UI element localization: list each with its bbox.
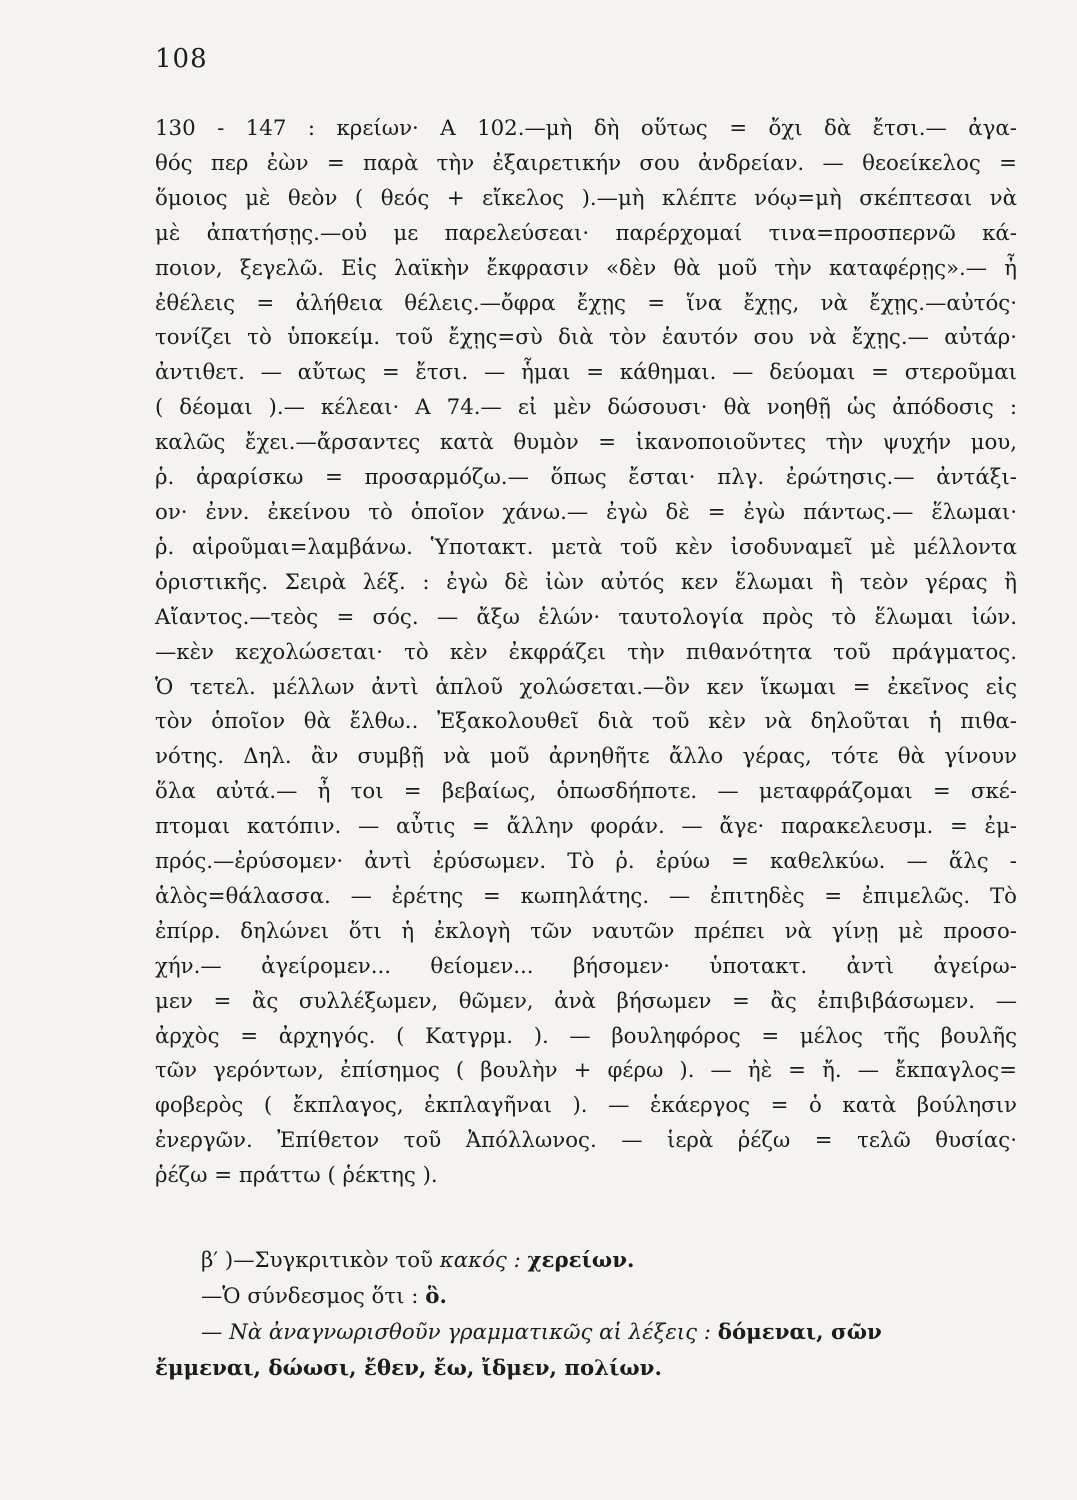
commentary-line: πτομαι κατόπιν. — αὖτις = ἄλλην φοράν. — ἄγε· παρακελευσμ. = ἐμ- <box>155 814 1017 840</box>
conjunction-answer: ὃ. <box>425 1284 447 1309</box>
commentary-line: ἀρχὸς = ἀρχηγός. ( Κατγρμ. ). — βουληφόρος = μέλος τῆς βουλῆς <box>155 1023 1017 1049</box>
commentary-line: ( δέομαι ).— κέλεαι· Α 74.— εἰ μὲν δώσουσι· θὰ νοηθῇ ὡς ἀπόδοσις : <box>155 395 1017 421</box>
commentary-line: μὲ ἀπατήσῃς.—οὐ με παρελεύσεαι· παρέρχομαί τινα=προσπερνῶ κά- <box>155 220 1017 246</box>
comparative-answer: χερείων. <box>527 1248 635 1273</box>
commentary-line: τὸν ὁποῖον θὰ ἔλθω.. Ἐξακολουθεῖ διὰ τοῦ κὲν νὰ δηλοῦται ἡ πιθα- <box>155 709 1017 735</box>
comparative-prefix: β′ )—Συγκριτικὸν τοῦ <box>201 1248 433 1273</box>
commentary-line: τῶν γερόντων, ἐπίσημος ( βουλὴν + φέρω ). — ἠὲ = ἤ. — ἔκπαγλος= <box>155 1058 1017 1084</box>
recognize-question <box>155 1315 1017 1351</box>
commentary-line: ὅλα αὐτά.— ἦ τοι = βεβαίως, ὁπωσδήποτε. — μεταφράζομαι = σκέ- <box>155 779 1017 805</box>
commentary-line: ἁλὸς=θάλασσα. — ἐρέτης = κωπηλάτης. — ἐπιτηδὲς = ἐπιμελῶς. Τὸ <box>155 883 1017 909</box>
commentary-line: —κὲν κεχολώσεται· τὸ κὲν ἐκφράζει τὴν πιθανότητα τοῦ πράγματος. <box>155 639 1017 665</box>
commentary-line: ον· ἐνν. ἐκείνου τὸ ὁποῖον χάνω.— ἐγὼ δὲ = ἐγὼ πάντως.— ἕλωμαι· <box>155 499 1017 525</box>
commentary-line: Ὁ τετελ. μέλλων ἀντὶ ἁπλοῦ χολώσεται.—ὃν κεν ἵκωμαι = ἐκεῖνος εἰς <box>155 674 1017 700</box>
commentary-line: καλῶς ἔχει.—ἄρσαντες κατὰ θυμὸν = ἱκανοποιοῦντες τὴν ψυχήν μου, <box>155 430 1017 456</box>
page-number: 108 <box>155 44 208 74</box>
commentary-line: νότης. Δηλ. ἂν συμβῇ νὰ μοῦ ἀρνηθῆτε ἄλλο γέρας, τότε θὰ γίνουν <box>155 744 1017 770</box>
conjunction-prefix: —Ὁ σύνδεσμος ὅτι : <box>201 1284 419 1309</box>
commentary-line: ἐνεργῶν. Ἐπίθετον τοῦ Ἀπόλλωνος. — ἱερὰ ῥέζω = τελῶ θυσίας· <box>155 1128 1017 1154</box>
commentary-line: ποιον, ξεγελῶ. Εἰς λαϊκὴν ἔκφρασιν «δὲν θὰ μοῦ τὴν καταφέρῃς».— ἦ <box>155 255 1017 281</box>
conjunction-question <box>155 1279 1017 1315</box>
commentary-line: φοβερὸς ( ἔκπλαγος, ἐκπλαγῆναι ). — ἑκάεργος = ὁ κατὰ βούλησιν <box>155 1093 1017 1119</box>
recognize-words-line <box>155 1351 1017 1387</box>
commentary-line: μεν = ἂς συλλέξωμεν, θῶμεν, ἀνὰ βήσωμεν = ἂς ἐπιβιβάσωμεν. — <box>155 988 1017 1014</box>
commentary-line: ῥέζω = πράττω ( ῥέκτης ). <box>155 1163 438 1189</box>
commentary-line: θός περ ἐὼν = παρὰ τὴν ἐξαιρετικήν σου ἀνδρείαν. — θεοείκελος = <box>155 150 1017 176</box>
commentary-line: 130 - 147 : κρείων· Α 102.—μὴ δὴ οὕτως = ὄχι δὰ ἔτσι.— ἀγα- <box>155 116 1017 141</box>
commentary-line: ἀντιθετ. — αὔτως = ἔτσι. — ἧμαι = κάθημαι. — δεύομαι = στεροῦμαι <box>155 360 1017 386</box>
commentary-text <box>155 112 1017 1194</box>
commentary-line: ὅμοιος μὲ θεὸν ( θεός + εἴκελος ).—μὴ κλέπτε νόῳ=μὴ σκέπτεσαι νὰ <box>155 185 1017 211</box>
exercise-section-b <box>155 1243 1017 1387</box>
recognize-words-2: ἔμμεναι, δώωσι, ἔθεν, ἔω, ἴδμεν, πολίων. <box>155 1356 662 1381</box>
commentary-line: ἐπίρρ. δηλώνει ὅτι ἡ ἐκλογὴ τῶν ναυτῶν πρέπει νὰ γίνῃ μὲ προσο- <box>155 918 1017 944</box>
recognize-prefix: — Νὰ ἀναγνωρισθοῦν γραμματικῶς αἱ λέξεις : <box>201 1320 711 1345</box>
comparative-word: κακός : <box>439 1248 521 1273</box>
commentary-line: τονίζει τὸ ὑποκείμ. τοῦ ἔχῃς=σὺ διὰ τὸν ἑαυτόν σου νὰ ἔχῃς.— αὐτάρ· <box>155 325 1017 351</box>
commentary-line: χήν.— ἀγείρομεν... θείομεν... βήσομεν· ὑποτακτ. ἀντὶ ἀγείρω- <box>155 953 1017 979</box>
commentary-line: ὁριστικῆς. Σειρὰ λέξ. : ἐγὼ δὲ ἰὼν αὐτός κεν ἕλωμαι ἢ τεὸν γέρας ἢ <box>155 569 1017 595</box>
commentary-line: πρός.—ἐρύσομεν· ἀντὶ ἐρύσωμεν. Τὸ ῥ. ἐρύω = καθελκύω. — ἅλς - <box>155 849 1017 875</box>
commentary-line: ῥ. αἱροῦμαι=λαμβάνω. Ὑποτακτ. μετὰ τοῦ κὲν ἰσοδυναμεῖ μὲ μέλλοντα <box>155 534 1017 560</box>
commentary-line: ῥ. ἀραρίσκω = προσαρμόζω.— ὅπως ἔσται· πλγ. ἐρώτησις.— ἀντάξι- <box>155 465 1017 491</box>
commentary-line: ἐθέλεις = ἀλήθεια θέλεις.—ὄφρα ἔχῃς = ἵνα ἔχῃς, νὰ ἔχῃς.—αὐτός· <box>155 290 1017 316</box>
comparative-question <box>155 1243 1017 1279</box>
recognize-words-1: δόμεναι, σῶν <box>717 1320 882 1345</box>
commentary-line: Αἴαντος.—τεὸς = σός. — ἄξω ἑλών· ταυτολογία πρὸς τὸ ἕλωμαι ἰών. <box>155 604 1017 630</box>
